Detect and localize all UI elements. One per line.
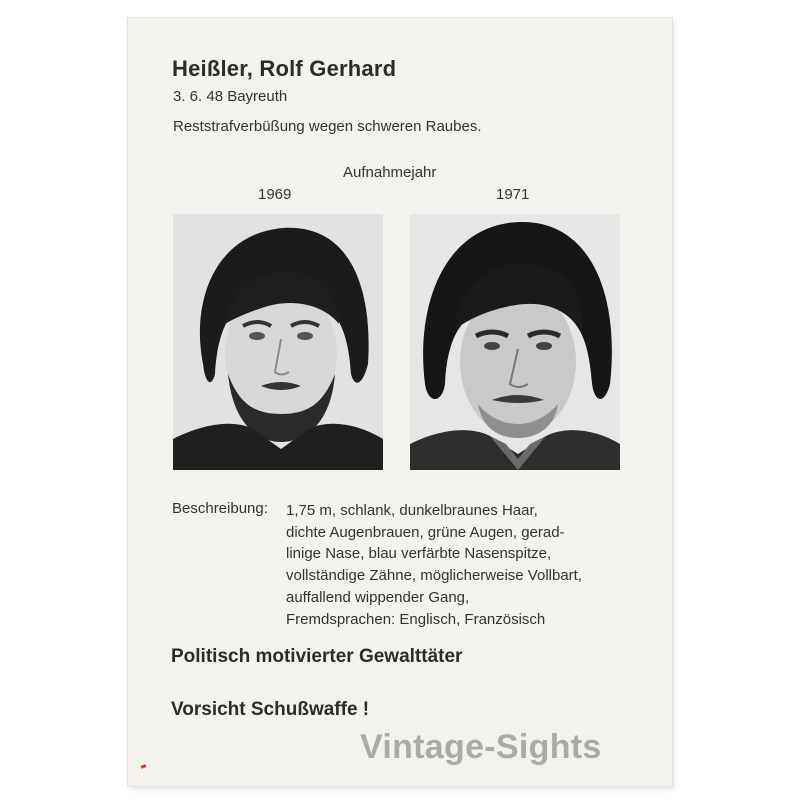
photo-year-left: 1969 (258, 186, 292, 203)
description-line: vollständige Zähne, möglicherweise Vollbart, (286, 567, 582, 585)
description-line: linige Nase, blau verfärbte Nasenspitze, (286, 545, 552, 563)
description-text (286, 500, 582, 630)
warning-firearm: Vorsicht Schußwaffe ! (171, 699, 370, 720)
warning-violent-offender: Politisch motivierter Gewalttäter (171, 646, 463, 667)
photo-year-right: 1971 (496, 186, 530, 203)
description-line: dichte Augenbrauen, grüne Augen, gerad- (286, 523, 565, 541)
description-label: Beschreibung: (172, 500, 268, 517)
watermark: Vintage-Sights (360, 728, 602, 766)
description-line: Fremdsprachen: Englisch, Französisch (286, 610, 546, 628)
description-line: auffallend wippender Gang, (286, 588, 470, 606)
mugshot-photo-right (410, 214, 620, 470)
mugshot-photo-left (173, 214, 383, 470)
description-line: 1,75 m, schlank, dunkelbraunes Haar, (286, 502, 538, 519)
photo-caption: Aufnahmejahr (343, 164, 437, 181)
person-name: Heißler, Rolf Gerhard (172, 56, 397, 81)
birth-date-place: 3. 6. 48 Bayreuth (173, 88, 288, 105)
offense-text: Reststrafverbüßung wegen schweren Raubes. (173, 118, 482, 135)
